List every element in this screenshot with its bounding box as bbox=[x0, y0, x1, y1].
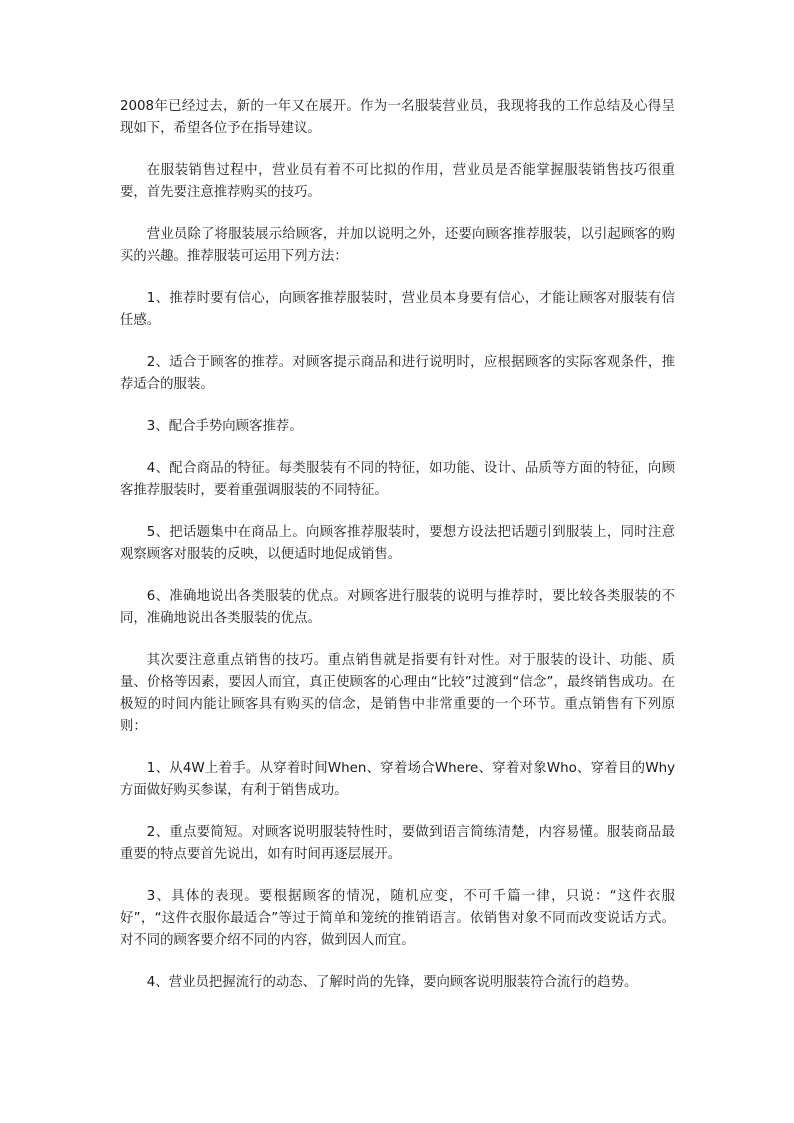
list-item-method-3: 3、配合手势向顾客推荐。 bbox=[146, 419, 303, 434]
list-item-method-4: 4、配合商品的特征。每类服装有不同的特征，如功能、设计、品质等方面的特征，向顾客推荐服装时，要着重强调服装的不同特征。 bbox=[120, 461, 675, 498]
list-item-method-1: 1、推荐时要有信心，向顾客推荐服装时，营业员本身要有信心，才能让顾客对服装有信任感。 bbox=[120, 291, 675, 328]
list-item-principle-4: 4、营业员把握流行的动态、了解时尚的先锋，要向顾客说明服装符合流行的趋势。 bbox=[146, 975, 638, 990]
list-item-principle-1: 1、从4W上着手。从穿着时间When、穿着场合Where、穿着对象Who、穿着目的Why方面做好购买参谋，有利于销售成功。 bbox=[120, 761, 675, 798]
list-item-method-6: 6、准确地说出各类服装的优点。对顾客进行服装的说明与推荐时，要比较各类服装的不同，准确地说出各类服装的优点。 bbox=[120, 589, 675, 626]
paragraph-recommend-methods: 营业员除了将服装展示给顾客，并加以说明之外，还要向顾客推荐服装，以引起顾客的购买的兴趣。推荐服装可运用下列方法： bbox=[120, 227, 675, 264]
paragraph-sales-role: 在服装销售过程中，营业员有着不可比拟的作用，营业员是否能掌握服装销售技巧很重要，首先要注意推荐购买的技巧。 bbox=[120, 163, 675, 200]
list-item-method-2: 2、适合于顾客的推荐。对顾客提示商品和进行说明时，应根据顾客的实际客观条件，推荐适合的服装。 bbox=[120, 355, 675, 392]
paragraph-key-selling: 其次要注意重点销售的技巧。重点销售就是指要有针对性。对于服装的设计、功能、质量、价格等因素，要因人而宜，真正使顾客的心理由“比较”过渡到“信念”，最终销售成功。在极短的时间内能让顾客具有购买的信念，是销售中非常重要的一个环节。重点销售有下列原则： bbox=[120, 653, 675, 734]
list-item-principle-2: 2、重点要简短。对顾客说明服装特性时，要做到语言简练清楚，内容易懂。服装商品最重要的特点要首先说出，如有时间再逐层展开。 bbox=[120, 825, 675, 862]
list-item-method-5: 5、把话题集中在商品上。向顾客推荐服装时，要想方设法把话题引到服装上，同时注意观察顾客对服装的反映，以便适时地促成销售。 bbox=[120, 525, 675, 562]
intro-paragraph: 2008年已经过去，新的一年又在展开。作为一名服装营业员，我现将我的工作总结及心得呈现如下，希望各位予在指导建议。 bbox=[120, 99, 675, 136]
list-item-principle-3: 3、具体的表现。要根据顾客的情况，随机应变，不可千篇一律，只说：“这件衣服好”，“这件衣服你最适合”等过于简单和笼统的推销语言。依销售对象不同而改变说话方式。对不同的顾客要介绍不同的内容，做到因人而宜。 bbox=[120, 889, 675, 948]
document-body bbox=[120, 96, 675, 1014]
